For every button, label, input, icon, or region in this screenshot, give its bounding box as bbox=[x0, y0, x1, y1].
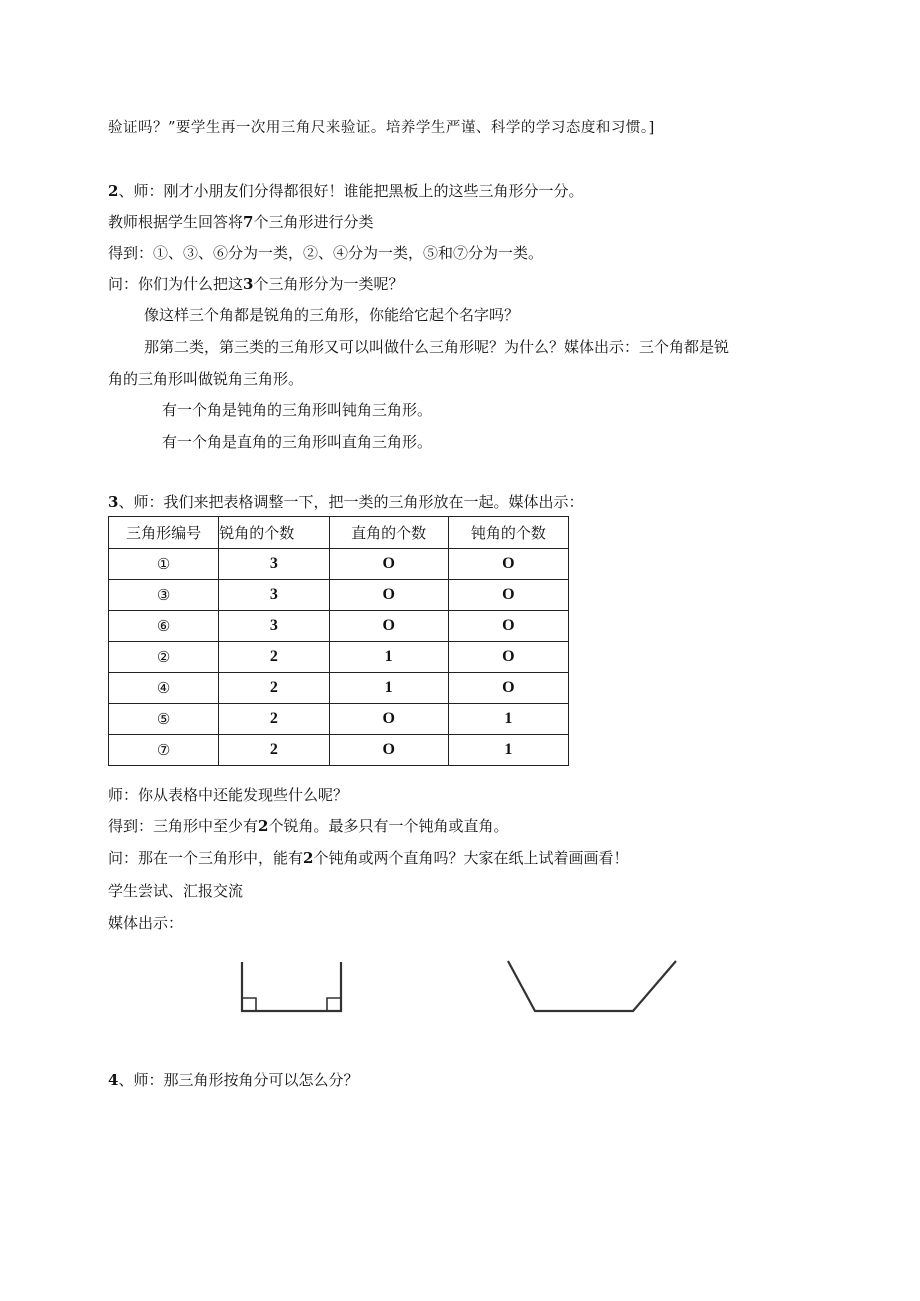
table-cell: 3 bbox=[219, 580, 329, 611]
text-segment: 个三角形进行分类 bbox=[253, 213, 374, 231]
step-number: 2 bbox=[108, 182, 119, 200]
table-cell: 3 bbox=[219, 549, 329, 580]
paragraph-result: 得到：①、③、⑥分为一类，②、④分为一类，⑤和⑦分为一类。 bbox=[108, 244, 544, 262]
number: 2 bbox=[303, 849, 314, 867]
paragraph-obtuse-def: 有一个角是钝角的三角形叫钝角三角形。 bbox=[162, 401, 433, 419]
table-cell: 2 bbox=[219, 673, 329, 704]
table-cell: O bbox=[448, 673, 568, 704]
text-segment: 问：你们为什么把这 bbox=[108, 275, 244, 293]
table-cell: O bbox=[448, 611, 568, 642]
paragraph-acute-def: 角的三角形叫做锐角三角形。 bbox=[108, 370, 304, 388]
paragraph-name-it: 像这样三个角都是锐角的三角形，你能给它起个名字吗？ bbox=[144, 306, 520, 324]
table-cell: 2 bbox=[219, 642, 329, 673]
two-right-angles-figure bbox=[236, 958, 348, 1016]
table-row bbox=[109, 673, 569, 704]
table-cell: 1 bbox=[329, 673, 448, 704]
table-row bbox=[109, 704, 569, 735]
table-header-cell: 锐角的个数 bbox=[219, 517, 329, 549]
table-row bbox=[109, 735, 569, 766]
table-cell: ⑥ bbox=[109, 611, 219, 642]
table-cell: O bbox=[448, 580, 568, 611]
table-header-cell: 钝角的个数 bbox=[448, 517, 568, 549]
step-text: 、师：刚才小朋友们分得都很好！谁能把黑板上的这些三角形分一分。 bbox=[118, 182, 584, 200]
step-number: 3 bbox=[108, 493, 119, 511]
step-number: 4 bbox=[108, 1071, 119, 1089]
number: 2 bbox=[258, 817, 269, 835]
table-row bbox=[109, 611, 569, 642]
step-4-heading bbox=[108, 1069, 358, 1091]
paragraph-media: 媒体出示： bbox=[108, 914, 184, 932]
paragraph-second-class: 那第二类，第三类的三角形又可以叫做什么三角形呢？为什么？媒体出示：三个角都是锐 bbox=[144, 338, 730, 356]
paragraph-classify bbox=[108, 211, 373, 233]
text-segment: 教师根据学生回答将 bbox=[108, 213, 244, 231]
table-header-row bbox=[109, 517, 569, 549]
paragraph-verify: 验证吗？”要学生再一次用三角尺来验证。培养学生严谨、科学的学习态度和习惯。] bbox=[108, 120, 655, 136]
paragraph-question bbox=[108, 273, 403, 295]
angle-count-table bbox=[108, 516, 569, 766]
paragraph-right-def: 有一个角是直角的三角形叫直角三角形。 bbox=[162, 433, 433, 451]
table-cell: O bbox=[329, 611, 448, 642]
table-cell: 1 bbox=[329, 642, 448, 673]
table-cell: O bbox=[329, 704, 448, 735]
table-row bbox=[109, 642, 569, 673]
table-header-cell: 三角形编号 bbox=[109, 517, 219, 549]
table-cell: O bbox=[448, 642, 568, 673]
step-3-heading bbox=[108, 491, 583, 513]
paragraph-challenge bbox=[108, 847, 628, 869]
table-cell: O bbox=[329, 735, 448, 766]
table-cell: ① bbox=[109, 549, 219, 580]
paragraph-students: 学生尝试、汇报交流 bbox=[108, 882, 244, 900]
table-row bbox=[109, 549, 569, 580]
table-cell: O bbox=[329, 549, 448, 580]
table-cell: O bbox=[329, 580, 448, 611]
table-cell: O bbox=[448, 549, 568, 580]
obtuse-angles-shape bbox=[508, 961, 676, 1011]
table-cell: 2 bbox=[219, 735, 329, 766]
table-cell: 1 bbox=[448, 735, 568, 766]
right-angle-marker-left bbox=[242, 998, 256, 1011]
step-2-heading bbox=[108, 180, 583, 202]
text-segment: 得到：三角形中至少有 bbox=[108, 817, 259, 835]
two-obtuse-angles-figure bbox=[500, 955, 685, 1017]
text-segment: 问：那在一个三角形中，能有 bbox=[108, 849, 304, 867]
table-cell: ⑤ bbox=[109, 704, 219, 735]
number: 7 bbox=[243, 213, 254, 231]
step-text: 、师：我们来把表格调整一下，把一类的三角形放在一起。媒体出示： bbox=[118, 493, 584, 511]
right-angles-shape bbox=[242, 962, 341, 1011]
table-cell: ③ bbox=[109, 580, 219, 611]
text-segment: 个钝角或两个直角吗？大家在纸上试着画画看！ bbox=[313, 849, 629, 867]
table-cell: ④ bbox=[109, 673, 219, 704]
table-cell: ⑦ bbox=[109, 735, 219, 766]
paragraph-finding bbox=[108, 815, 508, 837]
table-cell: 1 bbox=[448, 704, 568, 735]
right-angle-marker-right bbox=[327, 998, 341, 1011]
step-text: 、师：那三角形按角分可以怎么分？ bbox=[118, 1071, 359, 1089]
number: 3 bbox=[243, 275, 254, 293]
paragraph-discover: 师：你从表格中还能发现些什么呢？ bbox=[108, 786, 349, 804]
table-cell: 3 bbox=[219, 611, 329, 642]
text-segment: 个三角形分为一类呢？ bbox=[253, 275, 404, 293]
table-header-cell: 直角的个数 bbox=[329, 517, 448, 549]
table-row bbox=[109, 580, 569, 611]
table-cell: ② bbox=[109, 642, 219, 673]
table-cell: 2 bbox=[219, 704, 329, 735]
text-segment: 个锐角。最多只有一个钝角或直角。 bbox=[268, 817, 509, 835]
